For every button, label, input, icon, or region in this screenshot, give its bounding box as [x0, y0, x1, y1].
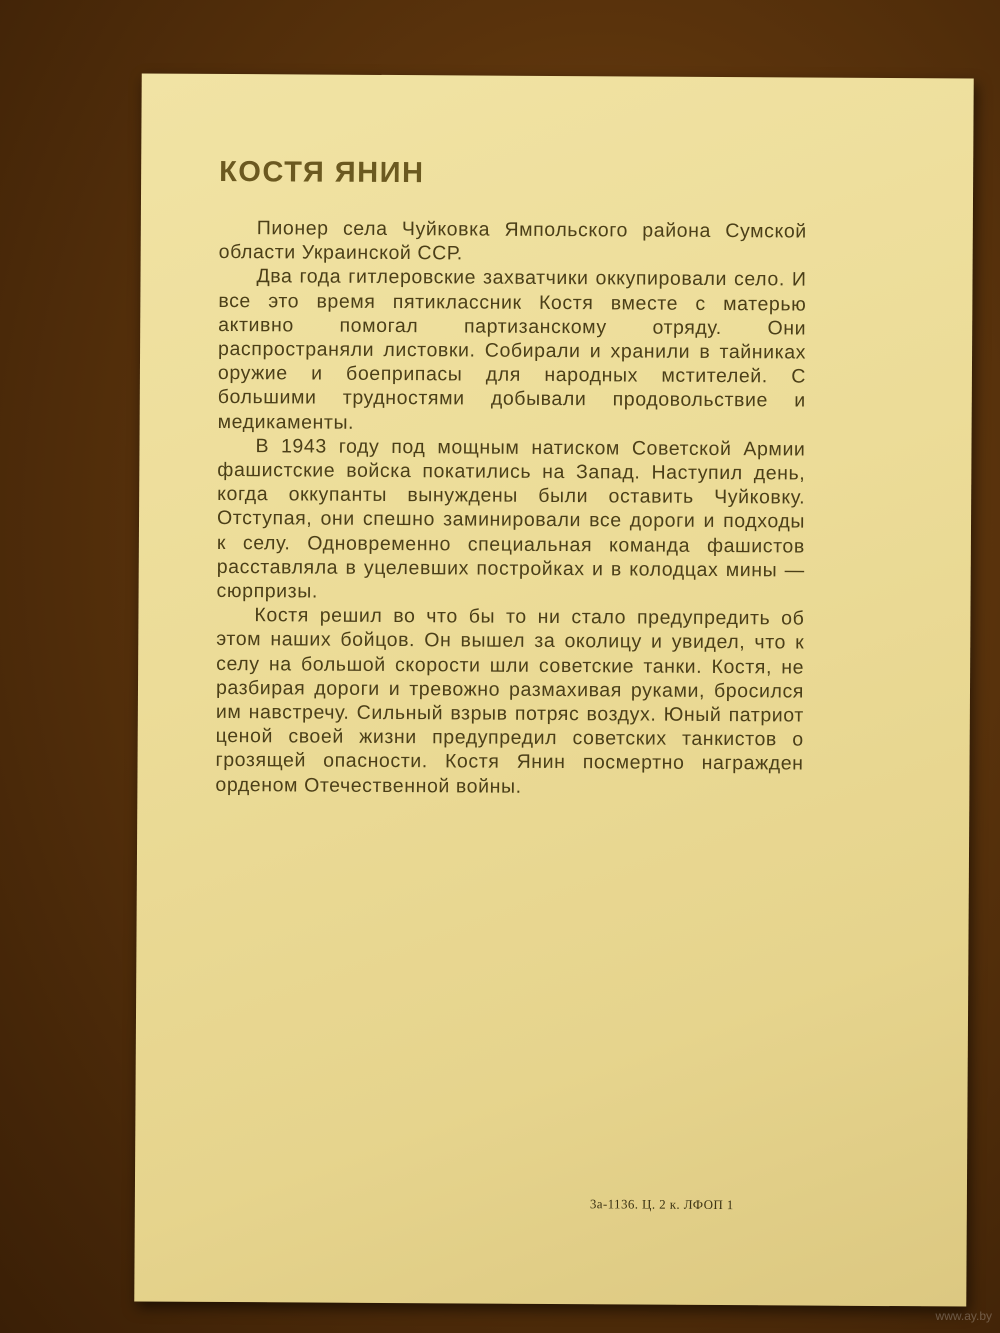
paragraph-3: В 1943 году под мощным натиском Советской Армии фашистские войска покатились на Запад. Наступил день, когда оккупанты вынуждены были оставить Чуйковку. Отступая, они спешно заминировали все дороги и подходы к селу. Одновременно специальная команда фашистов расставляла в уцелевших постройках и в колодцах мины — сюрпризы. — [216, 435, 806, 603]
paragraph-1: Пионер села Чуйковка Ямпольского района Сумской области Украинской ССР. — [218, 217, 807, 265]
card-title: КОСТЯ ЯНИН — [219, 155, 425, 190]
postcard-back — [134, 73, 973, 1306]
site-watermark: www.ay.by — [935, 1309, 992, 1323]
paragraph-2: Два года гитлеровские захватчики оккупировали село. И все это время пятиклассник Костя вместе с матерью активно помогал партизанскому отряду. Они распространяли листовки. Собирали и хранили в тайниках оружие и боеприпасы для народных мстителей. С большими трудностями добывали продовольствие и медикаменты. — [217, 265, 807, 434]
print-imprint: 3а-1136. Ц. 2 к. ЛФОП 1 — [589, 1196, 734, 1213]
card-body — [215, 216, 807, 800]
paragraph-4: Костя решил во что бы то ни стало предупредить об этом наших бойцов. Он вышел за околицу и увидел, что к селу на большой скорости шли советские танки. Костя, не разбирая дороги и тревожно размахивая руками, бросился им навстречу. Сильный взрыв потряс воздух. Юный патриот ценой своей жизни предупредил советских танкистов о грозящей опасности. Костя Янин посмертно награжден орденом Отечественной войны. — [215, 604, 805, 798]
